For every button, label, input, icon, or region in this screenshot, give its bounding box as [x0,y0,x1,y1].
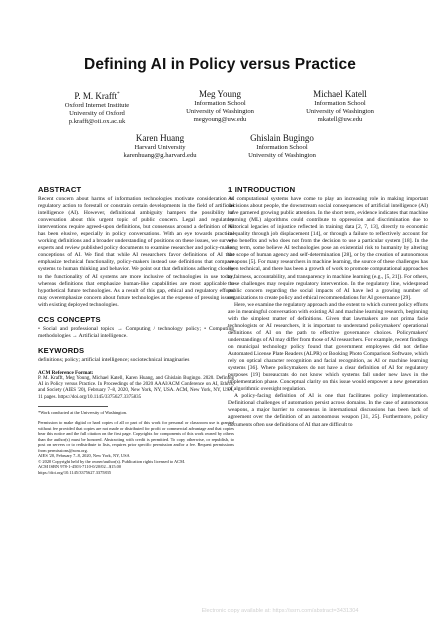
author-email[interactable]: karenhuang@g.harvard.edu [123,152,197,159]
paper-title: Defining AI in Policy versus Practice [84,56,356,73]
author-affiliation: Information School [314,100,366,107]
author-block-katell [280,89,400,124]
right-column [228,185,428,429]
ccs-text: • Social and professional topics → Computing / technology policy; • Computing methodologies → Artificial intelligence. [38,325,234,339]
author-name: Ghislain Bugingo [250,133,314,143]
author-name: Karen Huang [135,133,185,143]
author-block-huang [100,133,220,160]
author-institution: University of Oxford [69,110,125,117]
intro-paragraph-3: A policy-facing definition of AI is one that facilitates policy implementation. Definitional challenges of automation persist across domains. In the case of autonomous weapons, a major barrier to consensus in international discussions has been lack of agreement over the definition of an autonomous weapon [31, 25]. Furthermore, policy documents often use definitions of AI that are difficult to [228,393,428,428]
author-block-young [160,89,280,124]
reference-format-heading: ACM Reference Format: [38,369,94,376]
ssrn-watermark[interactable]: Electronic copy available at: https://ssrn.com/abstract=3431304 [201,608,359,614]
permission-notice: Permission to make digital or hard copies of all or part of this work for personal or classroom use is granted without fee provided that copies are not made or distributed for profit or commercial advantage and that copies bear this notice and the full citation on the first page. Copyrights for components of this work owned by others than the author(s) must be honored. Abstracting with credit is permitted. To copy otherwise, or republish, to post on servers or to redistribute to lists, requires prior specific permission and/or a fee. Request permissions from permissions@acm.org. [38,420,234,453]
author-affiliation: Information School [256,144,308,151]
author-affiliation: Oxford Internet Institute [64,102,130,109]
author-name: Meg Young [198,89,241,99]
intro-paragraph-2: Here, we examine the regulatory approach and the extent to which current policy efforts are in meaningful conversation with existing AI and machine learning research, beginning with the simplest matter of definitions. Given that lawmakers are not prima facie technologists or AI researchers, it is important to understand policymakers' operational definitions of AI on the path to effective governance choices. Policymakers' understandings of AI may differ from those of AI researchers. For example, recent findings on municipal technology policy found that government employees did not define Automated License Plate Readers (ALPR) or Booking Photo Comparison Software, which rely on optical character recognition and facial recognition, as AI or machine learning systems [36]. Where policymakers do not have a clear definition of AI for regulatory purposes [19] bureaucrats do not know which systems fall under new laws in the implementation phase. Conceptual clarity on this issue would empower a new generation of algorithmic oversight regulation. [228,301,428,393]
abstract-text: Recent concern about harms of information technologies motivate consideration of regulatory action to forestall or constrain certain developments in the field of artificial intelligence (AI). However, definitional ambiguity hampers the possibility of conversation about this urgent topic of public concern. Legal and regulatory interventions require agreed-upon definitions, but consensus around a definition of AI has been elusive, especially in policy conversations. With an eye towards practical working definitions and a broader understanding of positions on these issues, we survey experts and review published policy documents to examine researcher and policy-maker conceptions of AI. We find that while AI researchers favor definitions of AI that emphasize technical functionality, policy-makers instead use definitions that compare systems to human thinking and behavior. We point out that definitions adhering closely to the functionality of AI systems are more inclusive of technologies in use today, whereas definitions that emphasize human-like capabilities are most applicable to hypothetical future technologies. As a result of this gap, ethical and regulatory efforts may overemphasize concern about future technologies at the expense of pressing issues with existing deployed technologies. [38,196,234,308]
ccs-heading: CCS CONCEPTS [38,314,101,324]
author-affiliation: Information School [194,100,246,107]
author-block-krafft [37,89,157,126]
author-block-bugingo [222,133,342,160]
author-name: P. M. Krafft* [74,91,120,101]
reference-format-text: P. M. Krafft, Meg Young, Michael Katell, Karen Huang, and Ghislain Bugingo. 2020. Defining AI in Policy versus Practice. In Proceedings of the 2020 AAAI/ACM Conference on AI, Ethics, and Society (AIES '20), February 7–8, 2020, New York, NY, USA. ACM, New York, NY, USA, 11 pages. https://doi.org/10.1145/3375627.3375835 [38,375,234,400]
author-email[interactable]: megyoung@uw.edu [193,116,247,123]
keywords-heading: KEYWORDS [38,345,85,355]
copyright-line: © 2020 Copyright held by the owner/author(s). Publication rights licensed to ACM. [38,458,186,464]
author-name: Michael Katell [313,89,367,99]
left-column [38,185,234,475]
venue-line: AIES '20, February 7–8, 2020, New York, NY, USA [38,453,130,459]
author-institution: University of Washington [248,152,316,159]
introduction-body [228,196,428,429]
author-email[interactable]: p.krafft@oii.ox.ac.uk [68,118,126,125]
doi-link[interactable]: https://doi.org/10.1145/3375627.3375835 [38,469,112,475]
intro-paragraph-1: As computational systems have come to play an increasing role in making important decisions about people, the downstream social consequences of artificial intelligence (AI) have garnered growing public attention. In the short term, evidence indicates that machine learning (ML) algorithms could contribute to oppression and discrimination due to historical legacies of injustice reflected in training data [2, 7, 13], directly to economic inequality through job displacement [14], or through a failure to reflectively account for who benefits and who does not from the decision to use a particular system [18]. In the long term, some believe AI technologies pose an existential risk to humanity by altering the scope of human agency and self-determination [28], or by the creation of autonomous weapons [5]. For many researchers in machine learning, the source of these challenges has been technical, and there has been a growth of work to promote computational approaches to fairness, accountability, and transparency in machine learning (e.g., [5, 21]). For others, these challenges may require regulatory intervention. In the regulatory line, widespread public concern regarding the social impacts of AI have led a growing number of organizations to create policy and ethical recommendations for AI governance [29]. [228,196,428,301]
keywords-text: definitions; policy; artificial intelligence; sociotechnical imaginaries [38,356,190,363]
author-footnote: *Work conducted at the University of Washington. [38,409,128,415]
footnote-divider [38,406,108,407]
introduction-heading: 1 INTRODUCTION [228,185,296,194]
author-institution: University of Washington [186,108,254,115]
abstract-heading: ABSTRACT [38,185,82,194]
author-email[interactable]: mkatell@uw.edu [317,116,363,123]
author-affiliation: Harvard University [134,144,186,151]
author-institution: University of Washington [306,108,374,115]
isbn-line: ACM ISBN 978-1-4503-7110-0/20/02...$15.00 [38,464,122,470]
